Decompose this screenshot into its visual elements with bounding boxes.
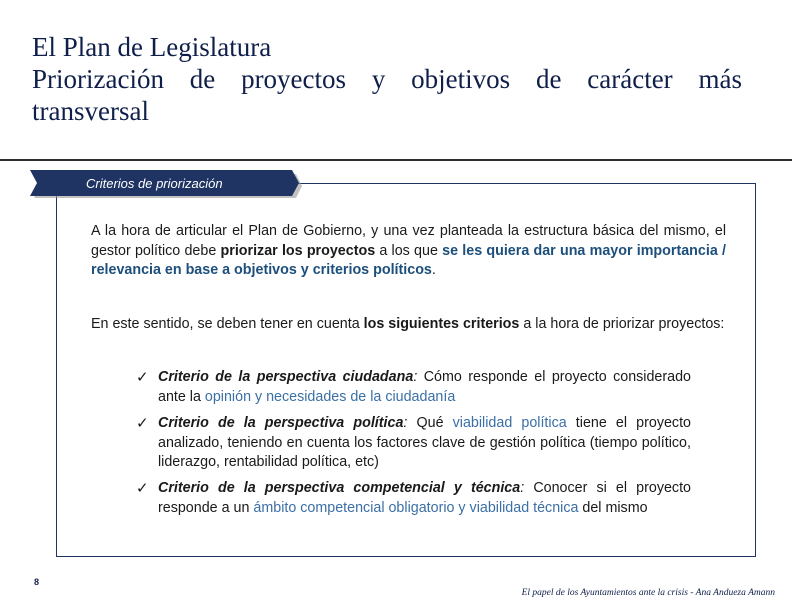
criterion-text-end: del mismo: [578, 499, 648, 516]
check-icon: ✓: [136, 480, 149, 497]
criterion-highlight: opinión y necesidades de la ciudadanía: [204, 388, 456, 405]
criterion-item: [136, 414, 691, 473]
intro-paragraph: [91, 222, 726, 281]
intro-highlight: se les quiera dar una mayor importancia / relevancia en base a objetivos y criterios políticos: [91, 242, 726, 278]
criterion-name: Criterio de la perspectiva ciudadana: [158, 369, 414, 385]
criteria-intro-text-1: En este sentido, se deben tener en cuenta: [91, 316, 364, 332]
criterion-text: Conocer si el proyecto responde a un: [158, 480, 691, 516]
criterion-text: Qué: [416, 415, 453, 431]
criterion-name: Criterio de la perspectiva política: [158, 415, 404, 431]
tab-label: Criterios de priorización: [86, 176, 223, 191]
slide-title: [32, 31, 742, 127]
footer-text: El papel de los Ayuntamientos ante la crisis - Ana Andueza Amann: [521, 588, 775, 598]
title-line-1: El Plan de Legislatura: [32, 32, 272, 62]
criterion-separator: :: [403, 415, 417, 431]
criterion-highlight: ámbito competencial obligatorio y viabilidad técnica: [253, 499, 579, 516]
criteria-intro-text-2: a la hora de priorizar proyectos:: [519, 316, 725, 332]
check-icon: ✓: [136, 369, 149, 386]
criterion-text-end: tiene el proyecto analizado, teniendo en cuenta los factores clave de gestión política (tiempo político, liderazgo, rentabilidad política, etc): [158, 415, 691, 470]
intro-text-2: a los que: [375, 242, 443, 259]
criteria-intro-paragraph: [91, 315, 726, 335]
criterion-highlight: viabilidad política: [452, 415, 567, 431]
intro-text-1: A la hora de articular el Plan de Gobierno, y una vez planteada la estructura básica del mismo, el gestor político debe: [91, 223, 726, 259]
criterion-separator: :: [413, 369, 424, 385]
criterion-item: [136, 368, 691, 407]
page-number: 8: [34, 577, 40, 587]
criterion-name: Criterio de la perspectiva competencial y técnica: [158, 480, 521, 496]
intro-emphasis: priorizar los proyectos: [220, 242, 376, 259]
criterion-separator: :: [520, 480, 534, 496]
intro-text-3: .: [431, 262, 436, 278]
criteria-tab: [30, 170, 302, 198]
check-icon: ✓: [136, 415, 149, 432]
title-divider: [0, 159, 792, 161]
title-line-2: Priorización de proyectos y objetivos de carácter más: [32, 64, 742, 94]
criterion-item: [136, 479, 691, 518]
criterion-text: Cómo responde el proyecto considerado ante la: [158, 369, 691, 405]
criteria-intro-emphasis: los siguientes criterios: [363, 316, 520, 332]
title-line-3: transversal: [32, 96, 149, 126]
